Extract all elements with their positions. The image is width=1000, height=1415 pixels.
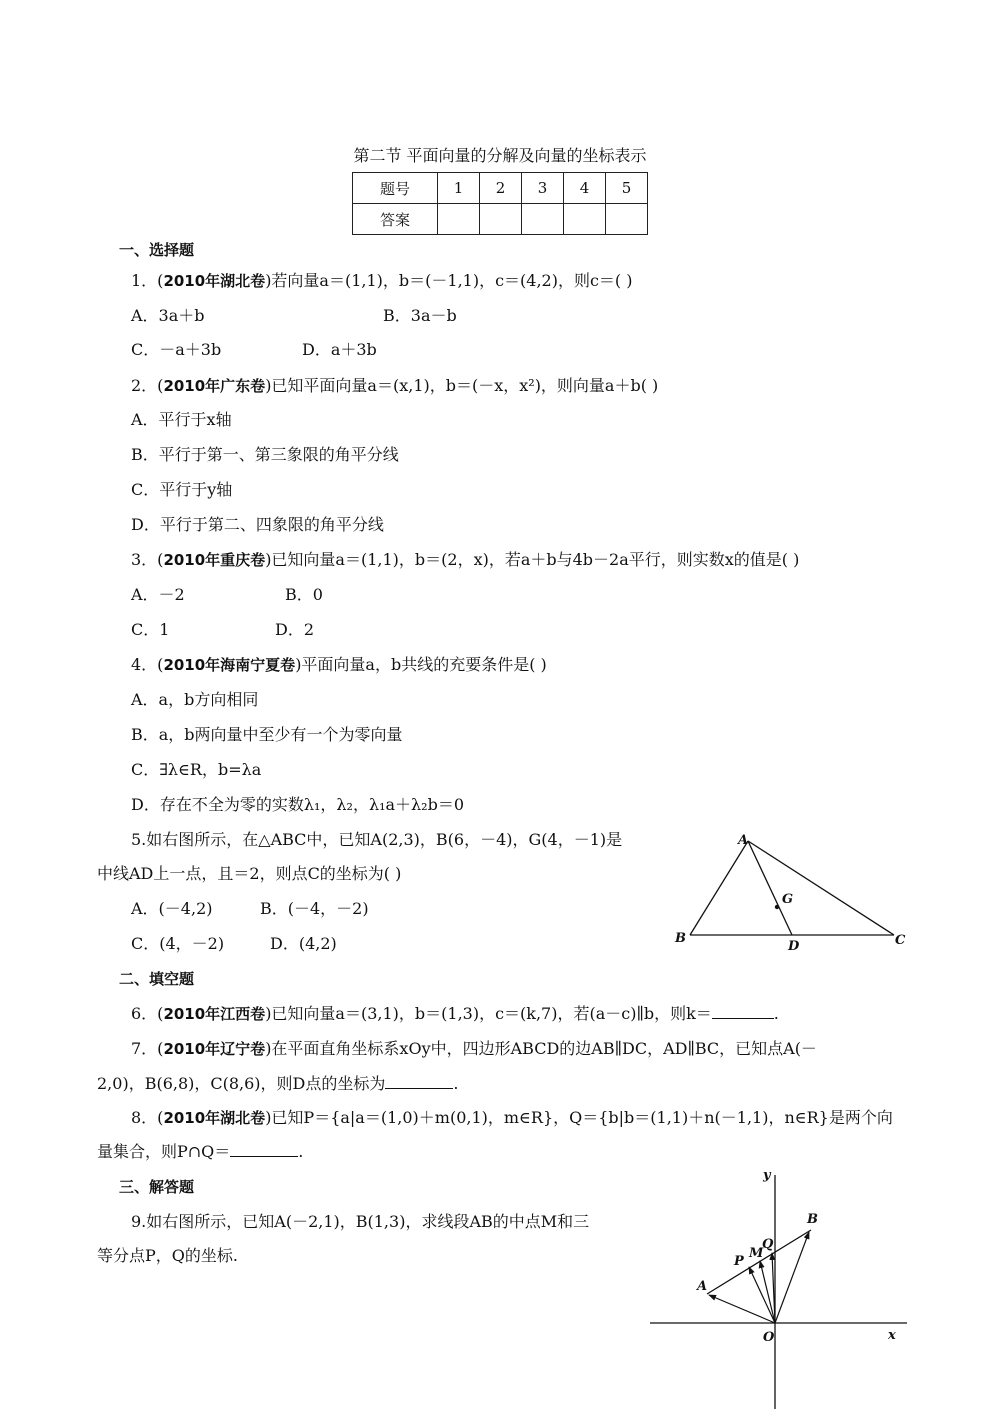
answer-cell[interactable] <box>564 204 606 235</box>
question-9-line1: 9.如右图所示，已知A(－2,1)，B(1,3)，求线段AB的中点M和三 <box>131 1212 590 1231</box>
option-b: B．平行于第一、第三象限的角平分线 <box>131 445 399 464</box>
table-cell-number: 3 <box>522 173 564 204</box>
label-b: B <box>675 931 686 946</box>
label-p: P <box>734 1254 744 1269</box>
question-3 <box>131 550 799 570</box>
answer-blank[interactable] <box>385 1074 453 1089</box>
question-7-line2 <box>97 1074 458 1094</box>
table-cell-number: 4 <box>564 173 606 204</box>
question-text: 量集合，则P∩Q＝ <box>97 1142 231 1161</box>
answer-table <box>352 172 648 235</box>
option-a: A．3a＋b <box>131 306 205 325</box>
question-stem: )已知向量a＝(3,1)，b＝(1,3)，c＝(k,7)，若(a－c)∥b，则k＝ <box>265 1004 712 1023</box>
label-g: G <box>782 892 794 907</box>
option-b: B．a，b两向量中至少有一个为零向量 <box>131 725 403 744</box>
option-c: C．1 <box>131 620 170 639</box>
question-stem: )已知平面向量a＝(x,1)，b＝(－x，x²)，则向量a＋b( ) <box>265 376 659 395</box>
question-number: 8．( <box>131 1108 164 1127</box>
question-end: . <box>453 1074 459 1093</box>
label-y: y <box>763 1168 771 1183</box>
question-7 <box>131 1039 817 1059</box>
table-answer-label: 答案 <box>353 204 438 235</box>
option-c: C．平行于y轴 <box>131 480 233 499</box>
label-d: D <box>788 939 800 954</box>
table-cell-number: 5 <box>606 173 648 204</box>
question-source: 2010年辽宁卷 <box>163 1040 266 1058</box>
answer-cell[interactable] <box>438 204 480 235</box>
question-number: 2．( <box>131 376 164 395</box>
question-source: 2010年广东卷 <box>163 377 266 395</box>
label-o: O <box>763 1330 775 1345</box>
label-q: Q <box>762 1237 774 1252</box>
question-number: 6．( <box>131 1004 164 1023</box>
page-title: 第二节 平面向量的分解及向量的坐标表示 <box>353 146 647 165</box>
table-cell-number: 2 <box>480 173 522 204</box>
question-stem: )已知P＝{a|a＝(1,0)＋m(0,1)，m∈R}，Q＝{b|b＝(1,1)＋n(－1,1)，n∈R}是两个向 <box>265 1108 893 1127</box>
question-5-line2: 中线AD上一点，且＝2，则点C的坐标为( ) <box>97 864 402 883</box>
vector-oa <box>709 1295 775 1323</box>
question-8-line2 <box>97 1142 303 1162</box>
triangle-figure <box>670 828 910 958</box>
table-header-label: 题号 <box>353 173 438 204</box>
section-heading-solve: 三、解答题 <box>119 1178 195 1196</box>
table-cell-number: 1 <box>438 173 480 204</box>
answer-cell[interactable] <box>480 204 522 235</box>
label-m: M <box>749 1246 764 1261</box>
label-b: B <box>807 1212 818 1227</box>
option-d: D．(4,2) <box>270 934 337 953</box>
question-2 <box>131 376 658 396</box>
question-source: 2010年湖北卷 <box>163 272 266 290</box>
vector-op <box>749 1267 775 1323</box>
answer-blank[interactable] <box>230 1142 298 1157</box>
option-d: D．平行于第二、四象限的角平分线 <box>131 515 384 534</box>
segment-ab <box>707 1230 811 1294</box>
question-text: 2,0)，B(6,8)，C(8,6)，则D点的坐标为 <box>97 1074 386 1093</box>
label-x: x <box>888 1328 896 1343</box>
question-source: 2010年重庆卷 <box>163 551 266 569</box>
question-number: 4．( <box>131 655 164 674</box>
question-4 <box>131 655 547 675</box>
question-5-line1: 5.如右图所示，在△ABC中，已知A(2,3)，B(6，－4)，G(4，－1)是 <box>131 830 623 849</box>
question-end: . <box>773 1004 779 1023</box>
option-a: A．平行于x轴 <box>131 410 232 429</box>
label-a: A <box>697 1279 708 1294</box>
vector-ob <box>775 1232 809 1323</box>
option-c: C．－a＋3b <box>131 340 222 359</box>
question-stem: )若向量a＝(1,1)，b＝(－1,1)，c＝(4,2)，则c＝( ) <box>265 271 633 290</box>
section-heading-choice: 一、选择题 <box>119 241 195 259</box>
option-d: D．2 <box>275 620 315 639</box>
question-end: . <box>298 1142 304 1161</box>
option-c: C．∃λ∈R，b=λa <box>131 760 262 779</box>
option-d: D．存在不全为零的实数λ₁，λ₂，λ₁a＋λ₂b＝0 <box>131 795 465 814</box>
option-c: C．(4，－2) <box>131 934 225 953</box>
option-a: A．(－4,2) <box>131 899 213 918</box>
answer-cell[interactable] <box>522 204 564 235</box>
question-number: 7．( <box>131 1039 164 1058</box>
table-row <box>353 173 648 204</box>
question-source: 2010年海南宁夏卷 <box>163 656 296 674</box>
question-1 <box>131 271 633 291</box>
question-source: 2010年江西卷 <box>163 1005 266 1023</box>
option-b: B．0 <box>285 585 323 604</box>
option-a: A．－2 <box>131 585 185 604</box>
question-9-line2: 等分点P，Q的坐标. <box>97 1246 238 1265</box>
question-source: 2010年湖北卷 <box>163 1109 266 1127</box>
label-a: A <box>738 833 749 848</box>
question-stem: )平面向量a，b共线的充要条件是( ) <box>295 655 547 674</box>
question-number: 1．( <box>131 271 164 290</box>
option-b: B．3a－b <box>383 306 457 325</box>
option-a: A．a，b方向相同 <box>131 690 259 709</box>
option-d: D．a＋3b <box>302 340 377 359</box>
point-g <box>775 905 779 909</box>
side-ab <box>690 841 748 935</box>
section-heading-fill: 二、填空题 <box>119 970 195 988</box>
table-row <box>353 204 648 235</box>
answer-cell[interactable] <box>606 204 648 235</box>
coordinate-figure <box>645 1165 915 1410</box>
answer-blank[interactable] <box>712 1004 774 1019</box>
question-stem: )在平面直角坐标系xOy中，四边形ABCD的边AB∥DC，AD∥BC，已知点A(－ <box>265 1039 817 1058</box>
question-stem: )已知向量a＝(1,1)，b＝(2，x)，若a＋b与4b－2a平行，则实数x的值是( ) <box>265 550 800 569</box>
label-c: C <box>895 933 906 948</box>
question-number: 3．( <box>131 550 164 569</box>
question-6 <box>131 1004 779 1024</box>
question-8 <box>131 1108 893 1128</box>
option-b: B．(－4，－2) <box>260 899 369 918</box>
